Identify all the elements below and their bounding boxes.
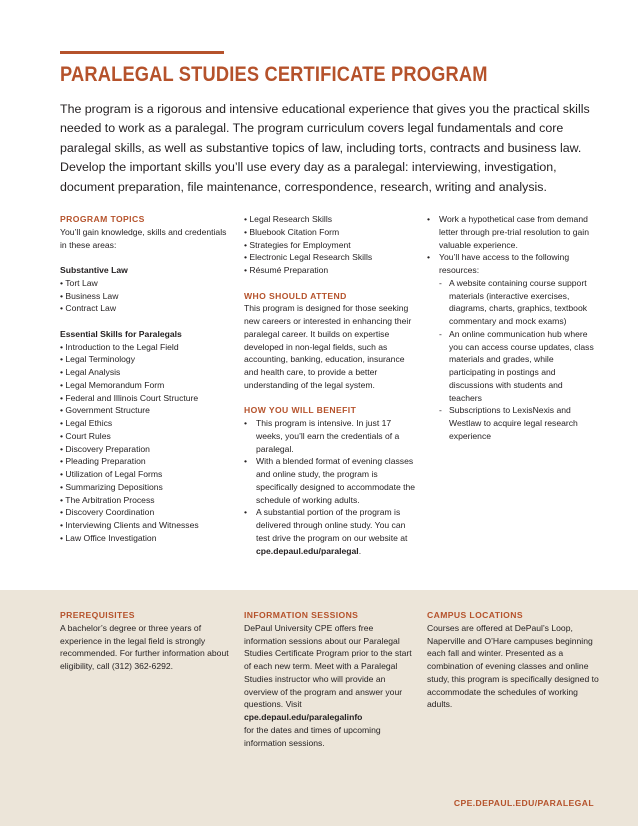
campus-locations-section (427, 609, 599, 711)
information-sessions-text-after: for the dates and times of upcoming information sessions. (244, 724, 381, 748)
information-sessions-heading: INFORMATION SESSIONS (244, 610, 359, 620)
paralegal-link[interactable]: cpe.depaul.edu/paralegal (256, 545, 359, 556)
list-item: • Bluebook Citation Form (244, 226, 340, 237)
list-item: • Legal Ethics (60, 418, 113, 428)
list-item: • Legal Memorandum Form (60, 379, 165, 390)
list-item: • Court Rules (60, 430, 111, 441)
list-item: • A substantial portion of the program is delivered through online study. You can test drive the program on our website at cpe.depaul.edu/paralegal. (244, 507, 408, 556)
middle-column (244, 213, 416, 557)
how-you-benefit-heading: HOW YOU WILL BENEFIT (244, 405, 357, 416)
list-item: - Subscriptions to LexisNexis and Westlaw to acquire legal research experience (439, 405, 578, 441)
list-item: • Work a hypothetical case from demand letter through pre-trial resolution to gain valuable experience. (427, 214, 589, 250)
list-item: • Strategies for Employment (244, 239, 351, 250)
list-item: • Discovery Coordination (60, 507, 155, 518)
list-item: • Tort Law (60, 277, 98, 288)
program-topics-intro: You’ll gain knowledge, skills and credentials in these areas: (60, 226, 227, 250)
bullet-icon: • (427, 252, 431, 263)
program-topics-column (60, 213, 230, 545)
benefit-list (244, 417, 416, 557)
right-column (427, 213, 597, 443)
list-item: - An online communication hub where you can access course updates, class materials and grades, while participating in postings and discussions with students and teachers (439, 328, 594, 403)
program-topics-heading: PROGRAM TOPICS (60, 214, 145, 224)
prerequisites-section (60, 609, 230, 673)
list-item: • Legal Research Skills (244, 214, 333, 224)
intro-paragraph: The program is a rigorous and intensive educational experience that gives you the practical skills needed to work as a paralegal. The program curriculum covers legal fundamentals and core paralegal skills, as well as substantive topics of law, including torts, contracts and business law. Develop the important skills you’ll use every day as a paralegal: interviewing, investigation, document preparation, file maintenance, correspondence, research, writing and analysis. (60, 102, 590, 194)
list-item: • With a blended format of evening classes and online study, the program is specifically designed to accommodate the schedule of working adults. (244, 456, 416, 505)
list-item: • Business Law (60, 290, 119, 301)
list-item: • Discovery Preparation (60, 443, 150, 454)
resources-list (427, 277, 597, 443)
bullet-icon: • (427, 214, 431, 224)
list-item: • Contract Law (60, 303, 117, 314)
list-item: • Law Office Investigation (60, 532, 157, 543)
prerequisites-text: A bachelor’s degree or three years of experience in the legal field is strongly recommended. For further information about eligibility, call (312) 362-6292. (60, 622, 229, 671)
list-item: - A website containing course support materials (interactive exercises, diagrams, charts, graphics, textbook commentary and mock exams) (439, 277, 588, 326)
list-item: • Interviewing Clients and Witnesses (60, 520, 199, 530)
information-sessions-link[interactable]: cpe.depaul.edu/paralegalinfo (244, 712, 363, 722)
list-item: • Electronic Legal Research Skills (244, 252, 373, 263)
who-should-attend-heading: WHO SHOULD ATTEND (244, 290, 347, 301)
who-should-attend-text: This program is designed for those seeking new careers or interested in enhancing their paralegal career. It builds on expertise developed in non-legal fields, such as accounting, banking, education, insurance and health care, to provide a better understanding of the legal system. (244, 303, 412, 390)
list-item: • Legal Analysis (60, 367, 121, 377)
information-sessions-text: DePaul University CPE offers free information sessions about our Paralegal Studies Certificate Program prior to the start of each new term. Meet with a Paralegal Studies instructor who will provide an overview of the program and answer your questions. Visit (244, 622, 412, 710)
list-item: • Utilization of Legal Forms (60, 469, 163, 479)
list-item: • Introduction to the Legal Field (60, 341, 179, 352)
benefit-list-continued (427, 213, 597, 277)
list-item: • You’ll have access to the following resources: (427, 252, 570, 275)
substantive-law-heading: Substantive Law (60, 265, 128, 275)
information-sessions-section (244, 609, 416, 749)
dash-icon: - (439, 277, 442, 288)
list-item: • Legal Terminology (60, 354, 135, 365)
list-item: • Government Structure (60, 405, 150, 416)
prerequisites-heading: PREREQUISITES (60, 610, 135, 620)
list-item: • Résumé Preparation (244, 265, 329, 275)
bullet-icon: • (244, 456, 248, 467)
bullet-icon: • (244, 507, 248, 518)
list-item: • This program is intensive. In just 17 weeks, you’ll earn the credentials of a paralegal. (244, 418, 400, 454)
essential-skills-heading: Essential Skills for Paralegals (60, 328, 182, 339)
footer-url-link[interactable]: CPE.DEPAUL.EDU/PARALEGAL (453, 798, 594, 808)
dash-icon: - (439, 405, 442, 416)
substantive-law-list (60, 277, 230, 315)
list-item: • Pleading Preparation (60, 456, 146, 467)
list-item: • Summarizing Depositions (60, 481, 163, 492)
bullet-icon: • (244, 418, 248, 428)
dash-icon: - (439, 328, 442, 339)
essential-skills-list (60, 341, 230, 545)
campus-locations-heading: CAMPUS LOCATIONS (427, 610, 523, 620)
program-topics-continued-list (244, 213, 416, 277)
page-title: PARALEGAL STUDIES CERTIFICATE PROGRAM (60, 63, 488, 86)
campus-locations-text: Courses are offered at DePaul’s Loop, Naperville and O’Hare campuses beginning each fall and winter. Presented as a combination of evening classes and online study, this program is specifically designed to accommodate the schedules of working adults. (427, 622, 599, 710)
title-rule (60, 51, 224, 54)
list-item: • The Arbitration Process (60, 494, 155, 505)
list-item: • Federal and Illinois Court Structure (60, 392, 199, 403)
